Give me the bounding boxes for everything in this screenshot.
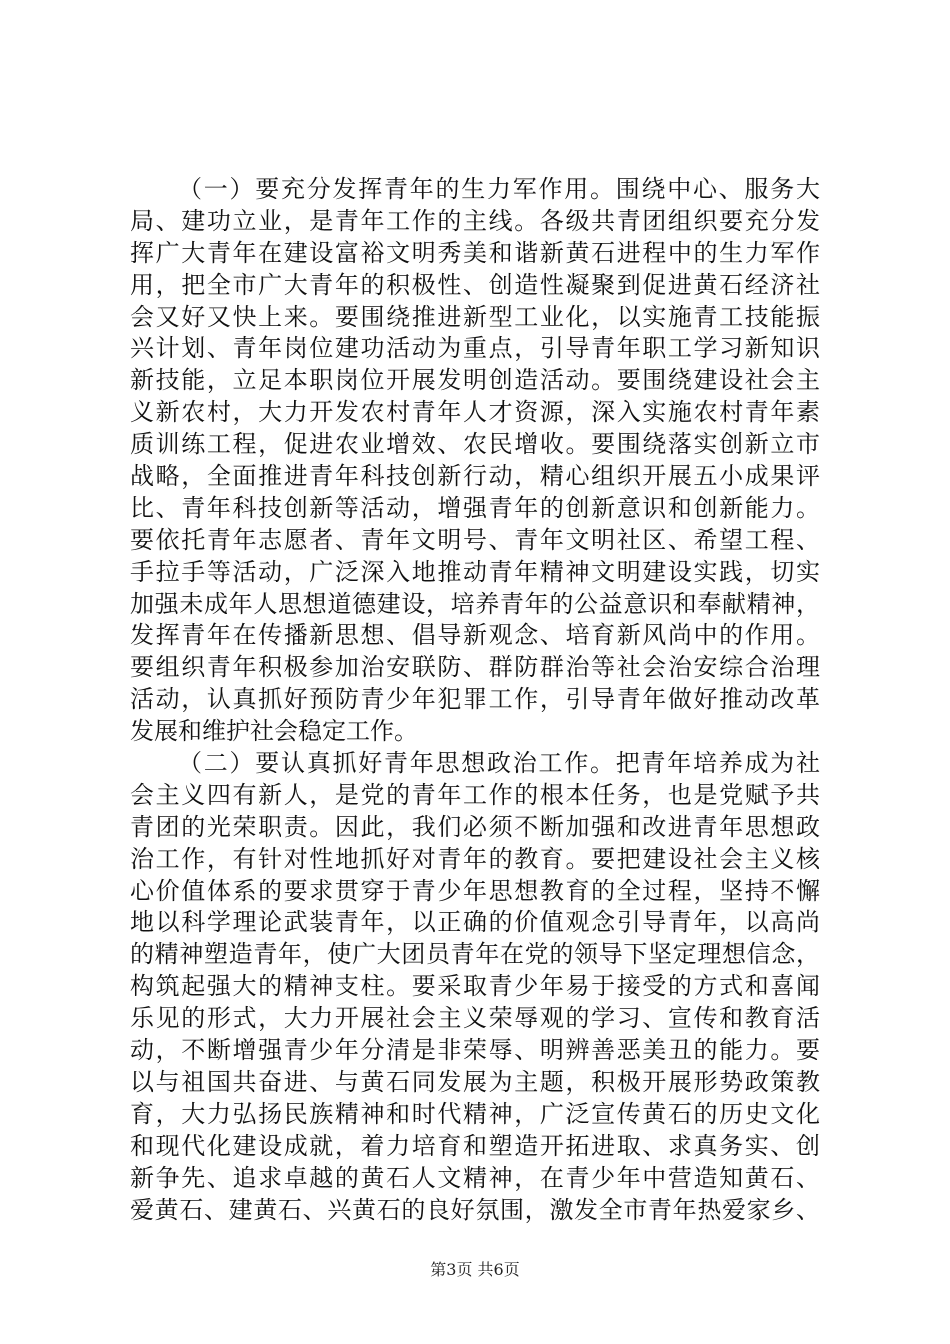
text-line: 心价值体系的要求贯穿于青少年思想教育的全过程，坚持不懈 bbox=[130, 876, 820, 905]
text-line: 会又好又快上来。要围绕推进新型工业化，以实施青工技能振 bbox=[130, 302, 820, 331]
text-line: 发挥青年在传播新思想、倡导新观念、培育新风尚中的作用。 bbox=[130, 621, 820, 650]
text-line: 加强未成年人思想道德建设，培养青年的公益意识和奉献精神， bbox=[130, 589, 820, 618]
text-line: 乐见的形式，大力开展社会主义荣辱观的学习、宣传和教育活 bbox=[130, 1004, 820, 1033]
page-footer: 第3页 共6页 bbox=[430, 1260, 520, 1279]
text-line: 局、建功立业，是青年工作的主线。各级共青团组织要充分发 bbox=[130, 206, 820, 235]
text-line: 活动，认真抓好预防青少年犯罪工作，引导青年做好推动改革 bbox=[130, 685, 820, 714]
text-line: 以与祖国共奋进、与黄石同发展为主题，积极开展形势政策教 bbox=[130, 1067, 820, 1096]
text-line: 挥广大青年在建设富裕文明秀美和谐新黄石进程中的生力军作 bbox=[130, 238, 820, 267]
text-line: 治工作，有针对性地抓好对青年的教育。要把建设社会主义核 bbox=[130, 844, 820, 873]
text-line: 质训练工程，促进农业增效、农民增收。要围绕落实创新立市 bbox=[130, 430, 820, 459]
text-line: （二）要认真抓好青年思想政治工作。把青年培养成为社 bbox=[178, 749, 820, 778]
text-line: 的精神塑造青年，使广大团员青年在党的领导下坚定理想信念， bbox=[130, 940, 820, 969]
text-line: （一）要充分发挥青年的生力军作用。围绕中心、服务大 bbox=[178, 175, 820, 203]
text-line: 战略，全面推进青年科技创新行动，精心组织开展五小成果评 bbox=[130, 462, 820, 491]
text-line: 比、青年科技创新等活动，增强青年的创新意识和创新能力。 bbox=[130, 493, 820, 522]
text-line: 用，把全市广大青年的积极性、创造性凝聚到促进黄石经济社 bbox=[130, 270, 820, 299]
text-line: 新争先、追求卓越的黄石人文精神，在青少年中营造知黄石、 bbox=[130, 1163, 820, 1192]
text-line: 动，不断增强青少年分清是非荣辱、明辨善恶美丑的能力。要 bbox=[130, 1036, 820, 1065]
text-line: 兴计划、青年岗位建功活动为重点，引导青年职工学习新知识 bbox=[130, 334, 820, 363]
text-line: 手拉手等活动，广泛深入地推动青年精神文明建设实践，切实 bbox=[130, 557, 820, 586]
text-line: 义新农村，大力开发农村青年人才资源，深入实施农村青年素 bbox=[130, 398, 820, 427]
text-line: 育，大力弘扬民族精神和时代精神，广泛宣传黄石的历史文化 bbox=[130, 1099, 820, 1128]
text-line: 会主义四有新人，是党的青年工作的根本任务，也是党赋予共 bbox=[130, 780, 820, 809]
text-line: 爱黄石、建黄石、兴黄石的良好氛围，激发全市青年热爱家乡、 bbox=[130, 1195, 820, 1224]
text-line: 地以科学理论武装青年，以正确的价值观念引导青年，以高尚 bbox=[130, 908, 820, 937]
text-line: 新技能，立足本职岗位开展发明创造活动。要围绕建设社会主 bbox=[130, 366, 820, 395]
text-line: 要依托青年志愿者、青年文明号、青年文明社区、希望工程、 bbox=[130, 525, 820, 554]
text-line: 发展和维护社会稳定工作。 bbox=[130, 717, 418, 746]
document-body bbox=[130, 174, 820, 1226]
text-line: 要组织青年积极参加治安联防、群防群治等社会治安综合治理 bbox=[130, 653, 820, 682]
text-line: 和现代化建设成就，着力培育和塑造开拓进取、求真务实、创 bbox=[130, 1131, 820, 1160]
text-line: 构筑起强大的精神支柱。要采取青少年易于接受的方式和喜闻 bbox=[130, 972, 820, 1001]
text-line: 青团的光荣职责。因此，我们必须不断加强和改进青年思想政 bbox=[130, 812, 820, 841]
